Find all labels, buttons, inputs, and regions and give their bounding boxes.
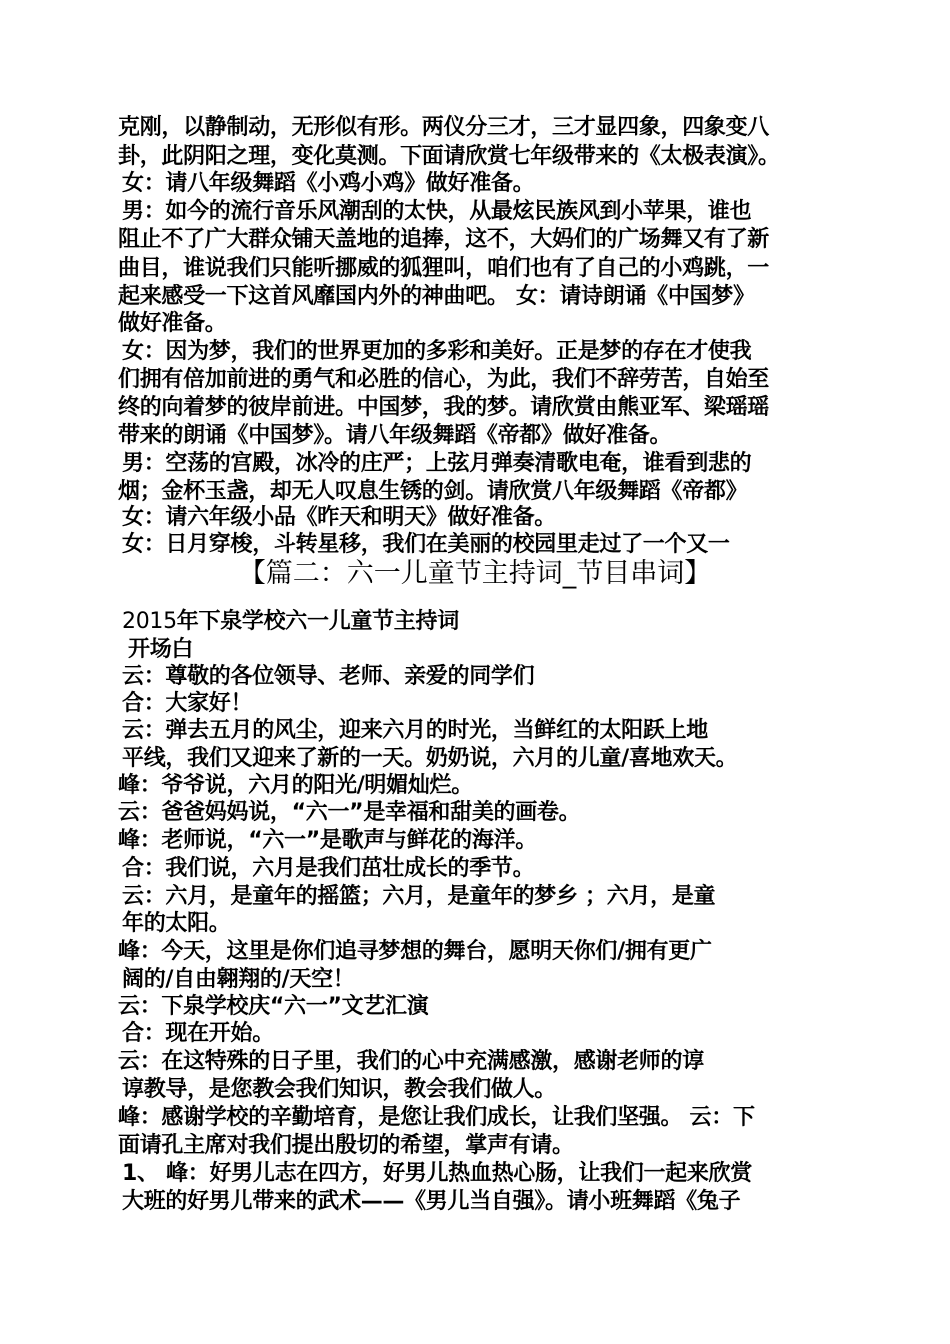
- text-line: 云：下泉学校庆“六一”文艺汇演: [118, 994, 429, 1019]
- text-line: 女：请六年级小品《昨天和明天》做好准备。: [122, 505, 557, 530]
- text-line: 峰：老师说，“六一”是歌声与鲜花的海洋。: [118, 828, 537, 853]
- text-line: 卦，此阴阳之理，变化莫测。下面请欣赏七年级带来的《太极表演》。: [118, 144, 780, 169]
- document-title: [122, 609, 459, 635]
- text-line: 带来的朗诵《中国梦》。请八年级舞蹈《帝都》做好准备。: [118, 423, 672, 448]
- text-line: 云：在这特殊的日子里，我们的心中充满感激，感谢老师的谆: [118, 1049, 704, 1074]
- text-line: 终的向着梦的彼岸前进。中国梦，我的梦。请欣赏由熊亚军、梁瑶瑶: [118, 395, 770, 420]
- text-line: 大班的好男儿带来的武术——《男儿当自强》。请小班舞蹈《兔子: [122, 1189, 741, 1214]
- text-line: 1、 峰：好男儿志在四方，好男儿热血热心肠，让我们一起来欣赏: [122, 1161, 752, 1186]
- text-line: 女：请八年级舞蹈《小鸡小鸡》做好准备。: [122, 171, 535, 196]
- text-line: 女：因为梦，我们的世界更加的多彩和美好。正是梦的存在才使我: [122, 339, 752, 364]
- text-line: 阔的/自由翱翔的/天空！: [122, 967, 355, 992]
- text-line: 男：空荡的宫殿，冰冷的庄严；上弦月弹奏清歌电奄，谁看到悲的: [122, 451, 752, 476]
- text-line: 谆教导，是您教会我们知识，教会我们做人。: [122, 1077, 557, 1102]
- section-heading: 【篇二：六一儿童节主持词_节目串词】: [238, 558, 712, 589]
- text-line: 起来感受一下这首风靡国内外的神曲吧。 女：请诗朗诵《中国梦》: [118, 284, 755, 309]
- text-line: 男：如今的流行音乐风潮刮的太快，从最炫民族风到小苹果，谁也: [122, 199, 752, 224]
- text-line: 曲目，谁说我们只能听挪威的狐狸叫，咱们也有了自己的小鸡跳，一: [118, 256, 770, 281]
- title-year: 2015: [122, 609, 177, 634]
- text-line: 做好准备。: [118, 311, 227, 336]
- text-line: 烟；金杯玉盏，却无人叹息生锈的剑。请欣赏八年级舞蹈《帝都》: [118, 479, 748, 504]
- text-line: 平线，我们又迎来了新的一天。奶奶说，六月的儿童/喜地欢天。: [122, 746, 738, 771]
- text-line: 阻止不了广大群众铺天盖地的追捧，这不，大妈们的广场舞又有了新: [118, 227, 770, 252]
- text-line: 女：日月穿梭，斗转星移，我们在美丽的校园里走过了一个又一: [122, 532, 730, 557]
- text-line: 合：现在开始。: [122, 1021, 274, 1046]
- text-line: 合：我们说，六月是我们茁壮成长的季节。: [122, 856, 535, 881]
- text-line: 年的太阳。: [122, 911, 231, 936]
- text-line: 云：尊敬的各位领导、老师、亲爱的同学们: [122, 664, 535, 689]
- text-line: 云：弹去五月的风尘，迎来六月的时光，当鲜红的太阳跃上地: [122, 718, 708, 743]
- text-line: 云：爸爸妈妈说，“六一”是幸福和甜美的画卷。: [118, 800, 581, 825]
- title-text: 年下泉学校六一儿童节主持词: [176, 609, 459, 634]
- text-line: 峰：爷爷说，六月的阳光/明媚灿烂。: [118, 773, 473, 798]
- text-line: 峰：今天，这里是你们追寻梦想的舞台，愿明天你们/拥有更广: [118, 939, 712, 964]
- text-line: 峰：感谢学校的辛勤培育，是您让我们成长，让我们坚强。 云：下: [118, 1105, 755, 1130]
- text-line: 合：大家好！: [122, 691, 253, 716]
- text-line: 面请孔主席对我们提出殷切的希望，掌声有请。: [118, 1133, 574, 1158]
- text-line: 开场白: [128, 637, 194, 662]
- text-line: 克刚，以静制动，无形似有形。两仪分三才，三才显四象，四象变八: [118, 115, 770, 140]
- text-line: 们拥有倍加前进的勇气和必胜的信心，为此，我们不辞劳苦，自始至: [118, 367, 770, 392]
- text-line: 云：六月，是童年的摇篮；六月，是童年的梦乡 ；六月，是童: [122, 884, 716, 909]
